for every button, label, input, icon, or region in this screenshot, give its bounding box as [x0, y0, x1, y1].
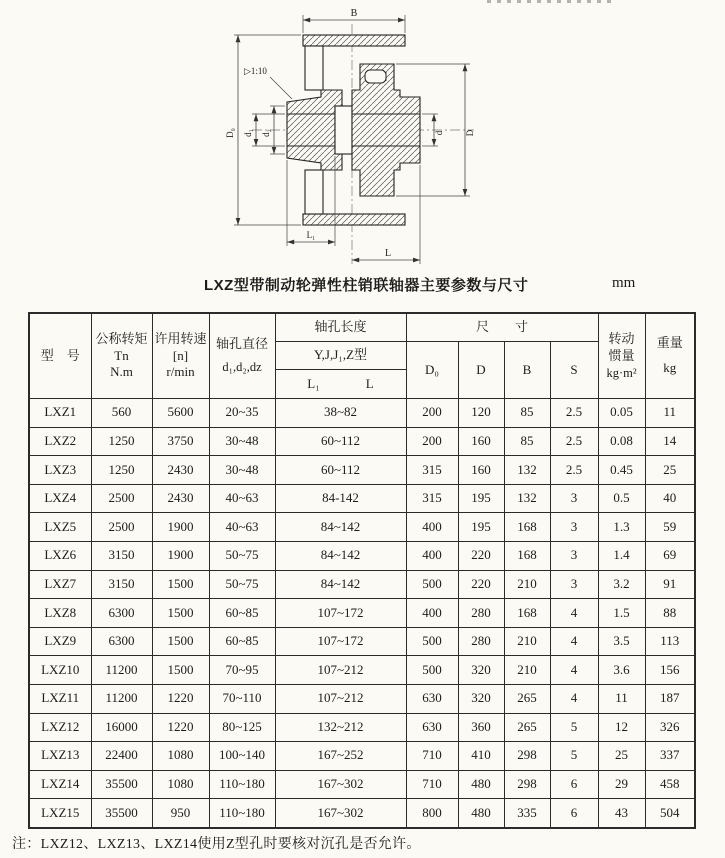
col-header-weight [645, 313, 695, 399]
cell-weight: 113 [645, 627, 695, 656]
cell-model: LXZ14 [29, 770, 91, 799]
col-header-S: S [550, 342, 598, 399]
cell-b: 210 [504, 656, 550, 685]
col-header-bore-length: 轴孔长度 [275, 313, 406, 342]
cell-d: 120 [458, 399, 504, 428]
cell-torque: 1250 [91, 427, 152, 456]
cell-s: 4 [550, 684, 598, 713]
cell-d0: 500 [406, 570, 458, 599]
cell-s: 3 [550, 541, 598, 570]
title-row [0, 274, 725, 294]
cell-speed: 1220 [152, 713, 209, 742]
cell-d0: 400 [406, 513, 458, 542]
cell-b: 168 [504, 513, 550, 542]
cell-b: 132 [504, 456, 550, 485]
cell-torque: 1250 [91, 456, 152, 485]
cell-d0: 500 [406, 627, 458, 656]
cell-inertia: 11 [598, 684, 645, 713]
spec-table-body [29, 399, 695, 828]
length-sub-L1: L₁ [307, 375, 320, 391]
table-row [29, 399, 695, 428]
technical-drawing [222, 2, 507, 270]
cell-d: 360 [458, 713, 504, 742]
cell-bore-diameter: 70~95 [209, 656, 275, 685]
cell-s: 3 [550, 513, 598, 542]
cell-weight: 40 [645, 484, 695, 513]
spacer-block [335, 106, 352, 154]
cell-model: LXZ7 [29, 570, 91, 599]
cell-bore-length: 60~112 [275, 456, 406, 485]
left-half-coupling [287, 90, 342, 170]
cell-torque: 560 [91, 399, 152, 428]
cell-speed: 3750 [152, 427, 209, 456]
cell-weight: 156 [645, 656, 695, 685]
cell-model: LXZ4 [29, 484, 91, 513]
table-row [29, 541, 695, 570]
cell-torque: 11200 [91, 684, 152, 713]
cell-model: LXZ9 [29, 627, 91, 656]
cell-inertia: 1.3 [598, 513, 645, 542]
cell-bore-length: 84~142 [275, 541, 406, 570]
right-half-coupling [352, 64, 420, 196]
cell-s: 4 [550, 627, 598, 656]
cell-speed: 1500 [152, 656, 209, 685]
cell-bore-diameter: 30~48 [209, 456, 275, 485]
cell-bore-diameter: 50~75 [209, 570, 275, 599]
cell-bore-length: 107~172 [275, 599, 406, 628]
cell-d: 195 [458, 513, 504, 542]
inertia-line1: 转动 [608, 330, 635, 346]
cell-bore-diameter: 30~48 [209, 427, 275, 456]
cell-inertia: 0.5 [598, 484, 645, 513]
cell-model: LXZ2 [29, 427, 91, 456]
cell-model: LXZ10 [29, 656, 91, 685]
cell-bore-diameter: 80~125 [209, 713, 275, 742]
table-row [29, 684, 695, 713]
inertia-line3: kg·m² [606, 365, 637, 380]
cell-b: 265 [504, 684, 550, 713]
cell-torque: 6300 [91, 627, 152, 656]
cell-speed: 1080 [152, 742, 209, 771]
cell-inertia: 0.08 [598, 427, 645, 456]
cell-s: 2.5 [550, 427, 598, 456]
cell-b: 298 [504, 770, 550, 799]
bore-dia-line2: d₁,d₂,dz [222, 360, 262, 375]
cell-bore-length: 107~212 [275, 656, 406, 685]
cell-bore-diameter: 110~180 [209, 799, 275, 828]
dim-label-d: d [434, 130, 444, 136]
weight-line1: 重量 [656, 335, 683, 351]
cell-bore-diameter: 60~85 [209, 599, 275, 628]
col-header-bore-diameter [209, 313, 275, 399]
cell-b: 210 [504, 570, 550, 599]
cell-d: 160 [458, 456, 504, 485]
cell-speed: 1080 [152, 770, 209, 799]
dim-label-D0: D₀ [225, 128, 235, 138]
cell-d0: 200 [406, 427, 458, 456]
dim-label-B: B [350, 8, 358, 19]
cell-inertia: 0.05 [598, 399, 645, 428]
cell-b: 210 [504, 627, 550, 656]
cell-bore-diameter: 60~85 [209, 627, 275, 656]
cell-weight: 458 [645, 770, 695, 799]
cell-d: 320 [458, 684, 504, 713]
cell-model: LXZ8 [29, 599, 91, 628]
col-header-inertia [598, 313, 645, 399]
cell-bore-length: 167~252 [275, 742, 406, 771]
col-header-torque [91, 313, 152, 399]
cell-d0: 500 [406, 656, 458, 685]
cell-b: 168 [504, 541, 550, 570]
cell-d: 280 [458, 599, 504, 628]
cell-torque: 2500 [91, 484, 152, 513]
cell-d0: 200 [406, 399, 458, 428]
cell-speed: 1900 [152, 513, 209, 542]
cell-model: LXZ13 [29, 742, 91, 771]
speed-line2: [n] [172, 347, 189, 363]
cell-bore-length: 107~172 [275, 627, 406, 656]
cell-bore-diameter: 70~110 [209, 684, 275, 713]
cell-inertia: 12 [598, 713, 645, 742]
table-row [29, 570, 695, 599]
dim-label-D: D [465, 129, 475, 137]
col-header-bore-length-sub [275, 370, 406, 399]
cell-weight: 504 [645, 799, 695, 828]
cell-speed: 2430 [152, 456, 209, 485]
elastic-pin [365, 70, 386, 83]
cell-weight: 91 [645, 570, 695, 599]
col-header-D: D [458, 342, 504, 399]
cell-b: 132 [504, 484, 550, 513]
table-row [29, 742, 695, 771]
speed-line1: 许用转速 [154, 330, 207, 346]
drum-web-top [305, 46, 323, 90]
cell-bore-length: 167~302 [275, 799, 406, 828]
cell-weight: 187 [645, 684, 695, 713]
cell-inertia: 1.5 [598, 599, 645, 628]
cell-s: 2.5 [550, 456, 598, 485]
table-row [29, 513, 695, 542]
cell-weight: 25 [645, 456, 695, 485]
cell-d0: 400 [406, 541, 458, 570]
cell-bore-diameter: 100~140 [209, 742, 275, 771]
footnote: 注：LXZ12、LXZ13、LXZ14使用Z型孔时要核对沉孔是否允许。 [12, 837, 421, 852]
spec-table-header [29, 313, 695, 399]
cell-inertia: 3.6 [598, 656, 645, 685]
cell-torque: 11200 [91, 656, 152, 685]
cell-d: 480 [458, 770, 504, 799]
cell-s: 6 [550, 799, 598, 828]
cell-torque: 2500 [91, 513, 152, 542]
col-header-model: 型 号 [29, 313, 91, 399]
torque-line2: N.m [110, 364, 133, 380]
cell-inertia: 25 [598, 742, 645, 771]
cell-speed: 1500 [152, 627, 209, 656]
cell-s: 4 [550, 656, 598, 685]
col-header-bore-length-types: Y,J,J₁,Z型 [275, 342, 406, 370]
length-sub-L: L [365, 375, 374, 391]
cell-b: 85 [504, 427, 550, 456]
cell-model: LXZ5 [29, 513, 91, 542]
cell-bore-diameter: 110~180 [209, 770, 275, 799]
cell-d0: 630 [406, 684, 458, 713]
cell-inertia: 43 [598, 799, 645, 828]
cell-bore-length: 84~142 [275, 570, 406, 599]
cell-inertia: 3.5 [598, 627, 645, 656]
bore-dia-line1: 轴孔直径 [215, 336, 268, 352]
table-row [29, 427, 695, 456]
unit-label: mm [612, 275, 636, 291]
coupling-section-drawing [222, 2, 507, 270]
cell-bore-length: 107~212 [275, 684, 406, 713]
spec-table [28, 312, 696, 829]
cell-s: 3 [550, 570, 598, 599]
table-row [29, 770, 695, 799]
cell-speed: 950 [152, 799, 209, 828]
cell-d0: 710 [406, 742, 458, 771]
cell-d: 220 [458, 570, 504, 599]
cell-bore-length: 132~212 [275, 713, 406, 742]
cell-inertia: 3.2 [598, 570, 645, 599]
table-row [29, 656, 695, 685]
cell-d0: 800 [406, 799, 458, 828]
cell-torque: 3150 [91, 541, 152, 570]
dim-label-L: L [384, 248, 392, 259]
cell-model: LXZ11 [29, 684, 91, 713]
cell-weight: 59 [645, 513, 695, 542]
col-header-dimensions: 尺 寸 [406, 313, 598, 342]
dim-label-d2: d₂ [261, 129, 271, 137]
cell-s: 2.5 [550, 399, 598, 428]
cell-weight: 326 [645, 713, 695, 742]
cell-torque: 35500 [91, 799, 152, 828]
cell-speed: 2430 [152, 484, 209, 513]
inertia-line2: 惯量 [608, 347, 635, 363]
cell-b: 168 [504, 599, 550, 628]
cell-d: 220 [458, 541, 504, 570]
cell-bore-length: 167~302 [275, 770, 406, 799]
table-row [29, 599, 695, 628]
table-row [29, 456, 695, 485]
cell-torque: 22400 [91, 742, 152, 771]
cell-weight: 337 [645, 742, 695, 771]
cell-weight: 88 [645, 599, 695, 628]
cell-b: 298 [504, 742, 550, 771]
table-row [29, 627, 695, 656]
drum-bottom-rim [303, 214, 405, 225]
taper-leader-line [270, 77, 292, 99]
cell-weight: 69 [645, 541, 695, 570]
cell-b: 85 [504, 399, 550, 428]
cell-d: 160 [458, 427, 504, 456]
cell-model: LXZ3 [29, 456, 91, 485]
cell-bore-diameter: 20~35 [209, 399, 275, 428]
cell-d: 195 [458, 484, 504, 513]
torque-line1: 公称转矩Tn [95, 330, 148, 363]
cell-weight: 11 [645, 399, 695, 428]
cell-weight: 14 [645, 427, 695, 456]
col-header-B: B [504, 342, 550, 399]
cell-bore-diameter: 50~75 [209, 541, 275, 570]
table-row [29, 484, 695, 513]
drum-top-rim [303, 35, 405, 46]
drum-web-bottom [305, 170, 323, 214]
table-row [29, 713, 695, 742]
cell-s: 5 [550, 742, 598, 771]
cell-d: 320 [458, 656, 504, 685]
weight-line2: kg [663, 360, 677, 375]
cell-d0: 315 [406, 484, 458, 513]
cell-s: 6 [550, 770, 598, 799]
dim-label-d1: d₁ [243, 129, 253, 137]
cell-d0: 630 [406, 713, 458, 742]
cell-bore-diameter: 40~63 [209, 513, 275, 542]
cell-bore-length: 84~142 [275, 513, 406, 542]
cell-speed: 5600 [152, 399, 209, 428]
table-row [29, 799, 695, 828]
cell-speed: 1500 [152, 570, 209, 599]
dim-label-L1: L₁ [306, 230, 316, 240]
cell-b: 265 [504, 713, 550, 742]
cell-inertia: 1.4 [598, 541, 645, 570]
cell-b: 335 [504, 799, 550, 828]
cell-d0: 315 [406, 456, 458, 485]
cell-d0: 400 [406, 599, 458, 628]
cell-bore-length: 84-142 [275, 484, 406, 513]
cell-s: 5 [550, 713, 598, 742]
cell-d: 480 [458, 799, 504, 828]
cell-d: 280 [458, 627, 504, 656]
cell-s: 3 [550, 484, 598, 513]
cell-d: 410 [458, 742, 504, 771]
speed-line3: r/min [166, 364, 195, 380]
cell-bore-length: 60~112 [275, 427, 406, 456]
cell-speed: 1220 [152, 684, 209, 713]
cell-model: LXZ15 [29, 799, 91, 828]
cell-torque: 3150 [91, 570, 152, 599]
cell-inertia: 29 [598, 770, 645, 799]
cell-inertia: 0.45 [598, 456, 645, 485]
cell-model: LXZ6 [29, 541, 91, 570]
col-header-speed [152, 313, 209, 399]
col-header-D0: D₀ [406, 342, 458, 399]
page-title: LXZ型带制动轮弹性柱销联轴器主要参数与尺寸 [204, 277, 529, 294]
cell-torque: 35500 [91, 770, 152, 799]
cell-s: 4 [550, 599, 598, 628]
cell-speed: 1500 [152, 599, 209, 628]
cell-torque: 6300 [91, 599, 152, 628]
taper-label: ▷1:10 [244, 66, 267, 76]
cell-model: LXZ1 [29, 399, 91, 428]
cell-d0: 710 [406, 770, 458, 799]
cell-speed: 1900 [152, 541, 209, 570]
cell-torque: 16000 [91, 713, 152, 742]
cell-bore-length: 38~82 [275, 399, 406, 428]
cell-model: LXZ12 [29, 713, 91, 742]
cell-bore-diameter: 40~63 [209, 484, 275, 513]
